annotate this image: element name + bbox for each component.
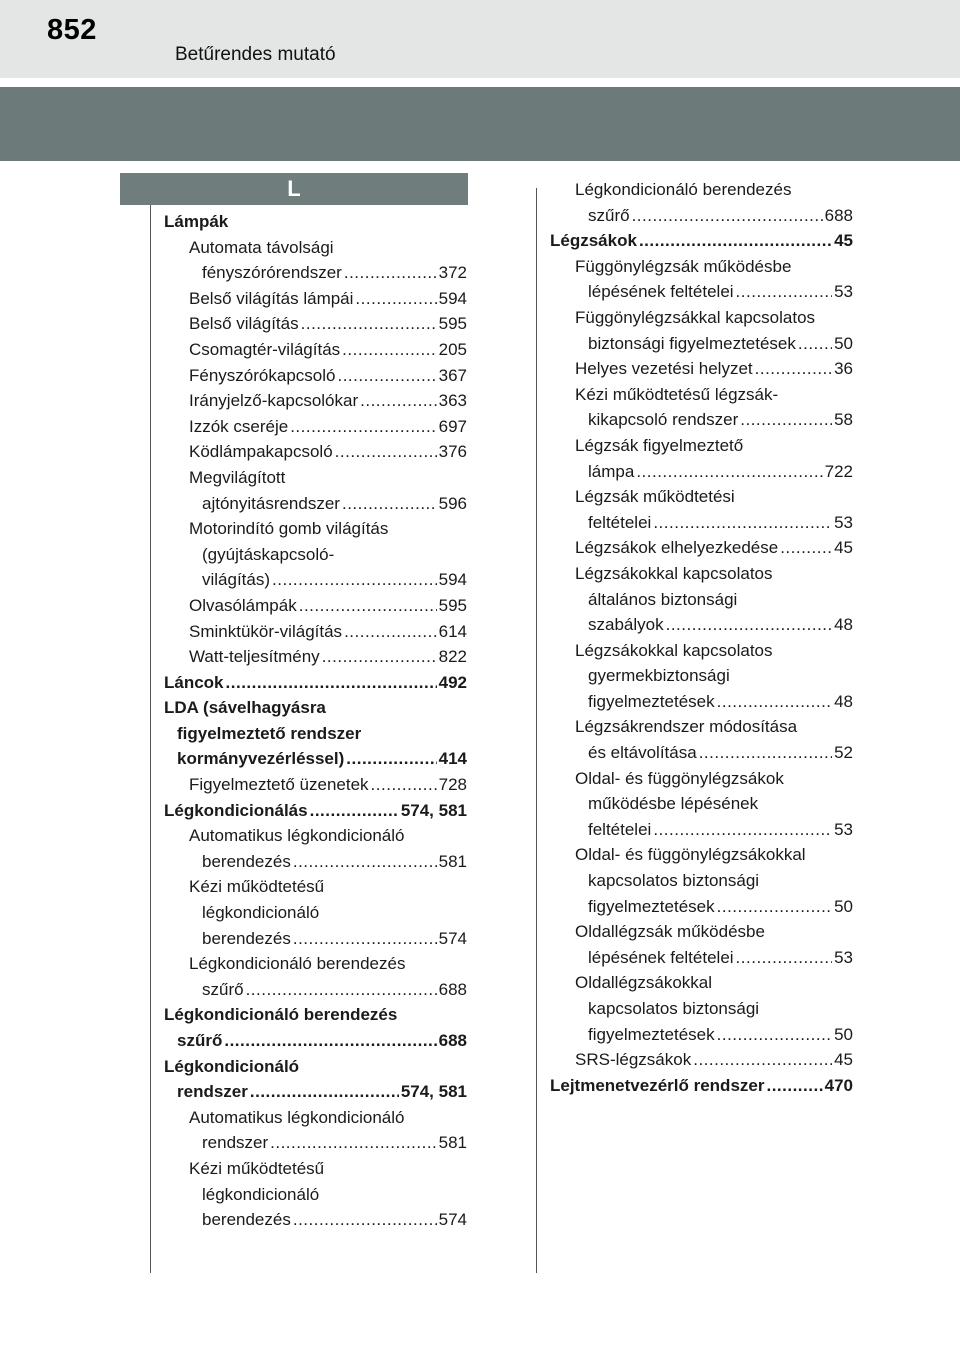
index-subentry: ajtónyitásrendszer ..... 596 — [164, 491, 467, 517]
index-subentry: Függönylégzsákkal kapcsolatos — [575, 307, 816, 327]
index-subentry: lépésének feltételei ..... 53 — [550, 279, 853, 305]
index-subentry: berendezés ..... 574 — [164, 1207, 467, 1233]
index-subentry: figyelmeztetések ..... 50 — [550, 894, 853, 920]
index-heading: Légkondicionáló berendezés — [164, 1005, 398, 1025]
page-number: 852 — [47, 14, 97, 46]
index-subentry: figyelmeztetések ..... 50 — [550, 1022, 853, 1048]
index-heading: Láncok ..... 492 — [164, 670, 467, 696]
index-subentry: Automatikus légkondicionáló — [189, 826, 405, 846]
index-subentry: lámpa ..... 722 — [550, 459, 853, 485]
index-subentry: Fényszórókapcsoló ..... 367 — [164, 363, 467, 389]
index-subentry: Oldallégzsák működésbe — [575, 922, 765, 942]
index-heading: Lámpák — [164, 212, 229, 231]
section-letter: L — [120, 173, 468, 205]
index-subentry: Ködlámpakapcsoló ..... 376 — [164, 439, 467, 465]
index-subentry: (gyújtáskapcsoló- — [202, 544, 335, 564]
index-subentry: kapcsolatos biztonsági — [588, 999, 760, 1018]
header-band — [0, 87, 960, 161]
index-subentry: szabályok ..... 48 — [550, 612, 853, 638]
index-subentry: Belső világítás ..... 595 — [164, 311, 467, 337]
index-subentry: Olvasólámpák ..... 595 — [164, 593, 467, 619]
index-subentry: működésbe lépésének — [588, 794, 759, 814]
index-subentry: szűrő ..... 688 — [164, 977, 467, 1003]
index-subentry: SRS-légzsákok ..... 45 — [550, 1047, 853, 1073]
index-subentry: feltételei ..... 53 — [550, 817, 853, 843]
index-subentry: Belső világítás lámpái ..... 594 — [164, 286, 467, 312]
index-subentry: Kézi működtetésű — [189, 1158, 325, 1178]
index-subentry: fényszórórendszer ..... 372 — [164, 260, 467, 286]
index-subentry: és eltávolítása ..... 52 — [550, 740, 853, 766]
index-subentry: Automatikus légkondicionáló — [189, 1107, 405, 1127]
index-subentry: Légzsákokkal kapcsolatos — [575, 640, 773, 660]
index-heading: Légkondicionálás ..... 574, 581 — [164, 798, 467, 824]
index-subentry: gyermekbiztonsági — [588, 666, 730, 686]
index-subentry: Légkondicionáló berendezés — [575, 180, 792, 199]
index-subentry: berendezés ..... 574 — [164, 926, 467, 952]
index-column-left — [164, 209, 467, 1233]
index-subentry: Kézi működtetésű — [189, 877, 325, 897]
index-heading: rendszer ..... 574, 581 — [164, 1079, 467, 1105]
index-subentry: Függönylégzsák működésbe — [575, 256, 792, 276]
index-subentry: biztonsági figyelmeztetések ..... 50 — [550, 331, 853, 357]
index-subentry: Oldal- és függönylégzsákok — [575, 768, 784, 788]
index-heading: figyelmeztető rendszer — [177, 723, 362, 743]
index-subentry: légkondicionáló — [202, 903, 320, 923]
index-subentry: Figyelmeztető üzenetek ..... 728 — [164, 772, 467, 798]
index-subentry: lépésének feltételei ..... 53 — [550, 945, 853, 971]
index-subentry: Légzsákokkal kapcsolatos — [575, 563, 773, 583]
index-heading: Légzsákok ..... 45 — [550, 228, 853, 254]
index-subentry: Légkondicionáló berendezés — [189, 954, 406, 974]
index-subentry: Sminktükör-világítás ..... 614 — [164, 619, 467, 645]
page-title: Betűrendes mutató — [175, 44, 336, 65]
left-column-divider — [150, 205, 151, 1273]
index-subentry: Légzsák figyelmeztető — [575, 435, 744, 455]
index-heading: szűrő ..... 688 — [164, 1028, 467, 1054]
index-subentry: Csomagtér-világítás ..... 205 — [164, 337, 467, 363]
index-column-right — [550, 177, 853, 1098]
index-subentry: kikapcsoló rendszer ..... 58 — [550, 407, 853, 433]
index-subentry: feltételei ..... 53 — [550, 510, 853, 536]
index-subentry: figyelmeztetések ..... 48 — [550, 689, 853, 715]
index-subentry: Izzók cseréje ..... 697 — [164, 414, 467, 440]
index-subentry: kapcsolatos biztonsági — [588, 871, 760, 891]
index-heading: Lejtmenetvezérlő rendszer ..... 470 — [550, 1073, 853, 1099]
index-subentry: Megvilágított — [189, 467, 286, 487]
index-subentry: berendezés ..... 581 — [164, 849, 467, 875]
index-subentry: általános biztonsági — [588, 589, 738, 609]
index-heading: LDA (sávelhagyásra — [164, 698, 326, 718]
index-subentry: szűrő ..... 688 — [550, 203, 853, 229]
index-subentry: Légzsákok elhelyezkedése ..... 45 — [550, 535, 853, 561]
index-subentry: világítás) ..... 594 — [164, 567, 467, 593]
index-subentry: Automata távolsági — [189, 237, 334, 257]
index-subentry: Helyes vezetési helyzet ..... 36 — [550, 356, 853, 382]
index-subentry: Oldallégzsákokkal — [575, 973, 713, 993]
index-heading: Légkondicionáló — [164, 1056, 300, 1076]
column-divider — [536, 188, 537, 1273]
index-subentry: rendszer ..... 581 — [164, 1130, 467, 1156]
index-subentry: Watt-teljesítmény ..... 822 — [164, 644, 467, 670]
index-subentry: Oldal- és függönylégzsákokkal — [575, 845, 806, 865]
index-subentry: Motorindító gomb világítás — [189, 519, 389, 539]
index-subentry: Légzsák működtetési — [575, 487, 735, 507]
index-subentry: Légzsákrendszer módosítása — [575, 717, 798, 737]
index-subentry: légkondicionáló — [202, 1184, 320, 1204]
index-subentry: Kézi működtetésű légzsák- — [575, 384, 779, 404]
index-heading: kormányvezérléssel) ..... 414 — [164, 746, 467, 772]
index-subentry: Irányjelző-kapcsolókar ..... 363 — [164, 388, 467, 414]
header-bar — [0, 0, 960, 78]
